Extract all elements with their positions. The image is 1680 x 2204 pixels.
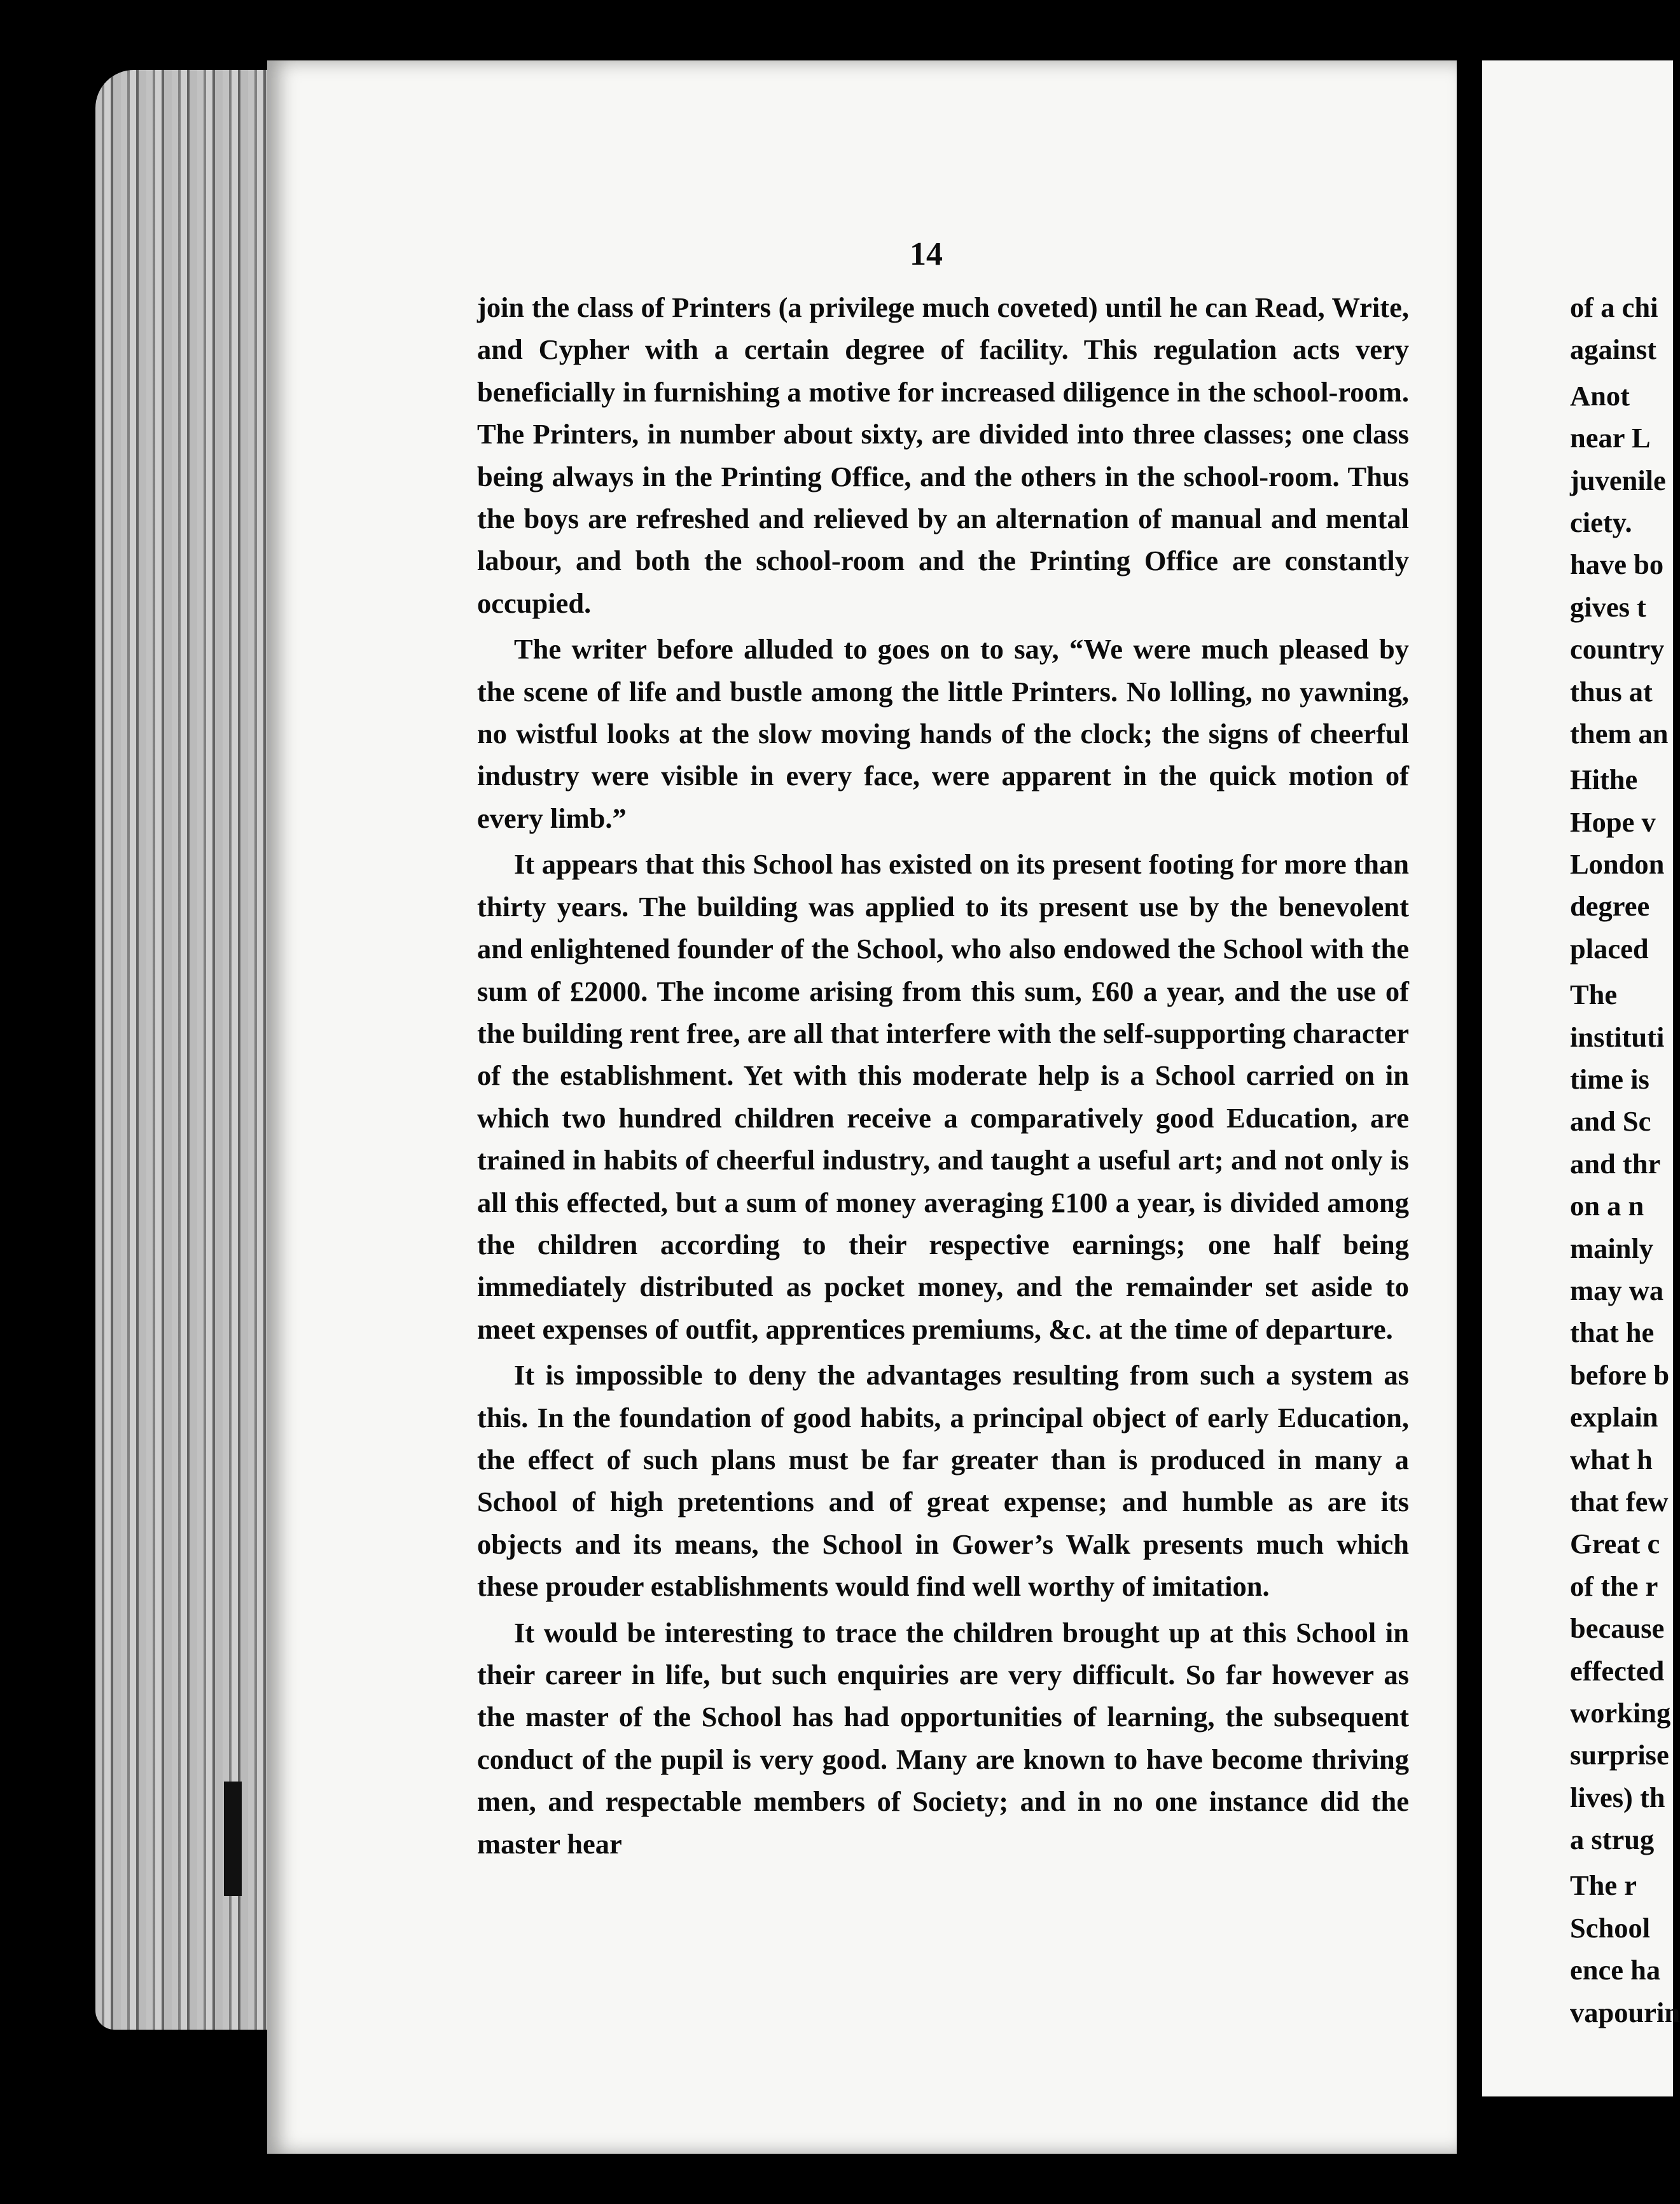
facing-page-line: Anot: [1570, 379, 1630, 412]
facing-page-line: of a chi: [1570, 291, 1658, 323]
facing-page-line: a strug: [1570, 1824, 1655, 1856]
facing-page-line: The r: [1570, 1869, 1637, 1902]
facing-page-line: against: [1570, 333, 1656, 366]
page-number: 14: [910, 236, 943, 272]
facing-page-line: before b: [1570, 1358, 1670, 1391]
paragraph-1: join the class of Printers (a privilege much coveted) until he can Read, Write, and Cypher with a certain degree of facility. This regulation acts very beneficially in furnishing a motive for increased diligence in the school-room. The Printers, in number about sixty, are divided into three classes; one class being always in the Printing Office, and the others in the school-room. Thus the boys are refreshed and relieved by an alternation of manual and mental labour, and both the school-room and the Printing Office are constantly occupied.: [477, 291, 1409, 619]
facing-page-line: School: [1570, 1911, 1651, 1944]
paragraph-4: It is impossible to deny the advantages resulting from such a system as this. In the foundation of good habits, a principal object of early Education, the effect of such plans must be far greater than is produced in many a School of high pretentions and of great expense; and humble as are its objects and its means, the School in Gower’s Walk presents much which these prouder establishments would find well worthy of imitation.: [477, 1359, 1409, 1603]
paragraph-3: It appears that this School has existed on its present footing for more than thirty years. The building was applied to its present use by the benevolent and enlightened founder of the School, who also endowed the School with the sum of £2000. The income arising from this sum, £60 a year, and the use of the building rent free, are all that interfere with the self-supporting character of the establishment. Yet with this moderate help is a School carried on in which two hundred children receive a comparatively good Education, are trained in habits of cheerful industry, and taught a useful art; and not only is all this effected, but a sum of money averaging £100 a year, is divided among the children according to their respective earnings; one half being immediately distributed as pocket money, and the remainder set aside to meet expenses of outfit, apprentices premiums, &c. at the time of departure.: [477, 848, 1409, 1345]
facing-page-line: gives t: [1570, 590, 1646, 623]
facing-page-line: because: [1570, 1612, 1665, 1645]
page-gutter: [1457, 0, 1482, 2204]
facing-page-line: what h: [1570, 1443, 1653, 1475]
facing-page-line: London: [1570, 848, 1665, 881]
paragraph-5: It would be interesting to trace the children brought up at this School in their career in life, but such enquiries are very difficult. So far however as the master of the School has had opportunities of learning, the subsequent conduct of the pupil is very good. Many are known to have become thriving men, and respectable members of Society; and in no one instance did the master hear: [477, 1616, 1409, 1860]
facing-page-line: thus at: [1570, 675, 1653, 708]
facing-page-line: Hithe: [1570, 764, 1638, 796]
facing-page-line: vapourin: [1570, 1996, 1680, 2028]
facing-page-line: placed: [1570, 932, 1649, 965]
binding-mark: [224, 1782, 242, 1896]
facing-page-line: country: [1570, 633, 1665, 666]
facing-page-line: Hope v: [1570, 806, 1656, 838]
facing-page-text: [1570, 286, 1680, 2033]
facing-page-line: may wa: [1570, 1274, 1664, 1306]
facing-page-line: ence ha: [1570, 1954, 1661, 1986]
facing-page-line: on a n: [1570, 1190, 1644, 1222]
facing-page-line: and Sc: [1570, 1105, 1651, 1138]
facing-page-line: explain: [1570, 1401, 1658, 1433]
facing-page-line: surprise: [1570, 1739, 1669, 1771]
facing-page-line: juvenile: [1570, 464, 1666, 496]
facing-page-line: The: [1570, 979, 1618, 1011]
facing-page-line: them an: [1570, 717, 1669, 750]
facing-page-line: lives) th: [1570, 1781, 1665, 1813]
facing-page-line: that he: [1570, 1316, 1655, 1349]
facing-page-line: instituti: [1570, 1021, 1665, 1053]
page-body-text: [477, 286, 1409, 1865]
facing-page-line: that few: [1570, 1485, 1669, 1517]
book-page-edges: [95, 70, 286, 2030]
facing-page-line: near L: [1570, 422, 1651, 454]
facing-page-line: have bo: [1570, 548, 1664, 581]
facing-page-line: ciety.: [1570, 506, 1632, 538]
facing-page-line: of the r: [1570, 1570, 1658, 1602]
facing-page-line: working: [1570, 1696, 1671, 1729]
facing-page-line: mainly: [1570, 1232, 1654, 1264]
facing-page-line: and thr: [1570, 1147, 1661, 1180]
facing-page-line: degree: [1570, 890, 1650, 923]
facing-page-line: effected: [1570, 1654, 1665, 1687]
paragraph-2: The writer before alluded to goes on to say, “We were much pleased by the scene of life and bustle among the little Printers. No lolling, no yawning, no wistful looks at the slow moving hands of the clock; the signs of cheerful industry were visible in every face, were apparent in the quick motion of every limb.”: [477, 633, 1409, 834]
facing-page-line: time is: [1570, 1063, 1649, 1096]
facing-page-line: Great c: [1570, 1528, 1660, 1560]
